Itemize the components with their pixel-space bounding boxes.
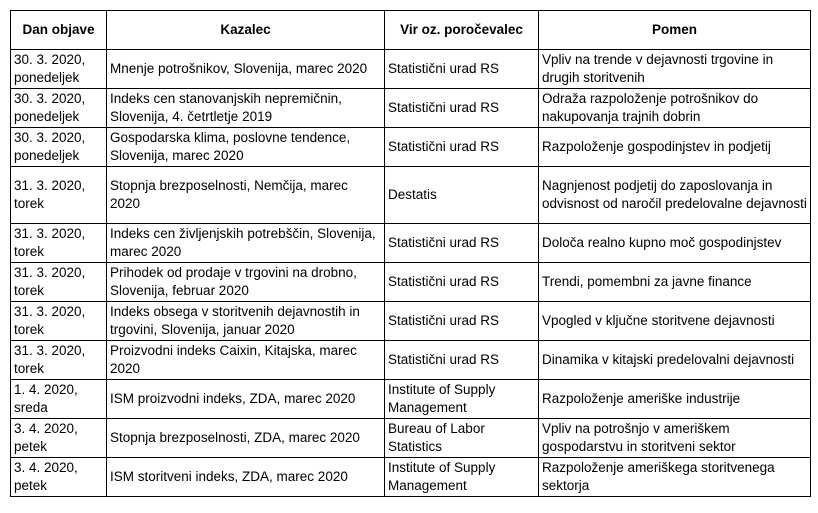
table-row xyxy=(11,50,811,89)
cell-meaning: Vpliv na trende v dejavnosti trgovine in drugih storitvenih xyxy=(539,50,811,89)
cell-source: Statistični urad RS xyxy=(385,128,539,167)
cell-meaning: Določa realno kupno moč gospodinjstev xyxy=(539,224,811,263)
cell-date: 3. 4. 2020, petek xyxy=(11,458,107,497)
cell-meaning: Razpoloženje gospodinjstev in podjetij xyxy=(539,128,811,167)
header-row xyxy=(11,11,811,50)
cell-date: 31. 3. 2020, torek xyxy=(11,224,107,263)
cell-date: 30. 3. 2020, ponedeljek xyxy=(11,128,107,167)
cell-source: Statistični urad RS xyxy=(385,89,539,128)
cell-indicator: Indeks cen stanovanjskih nepremičnin, Slovenija, 4. četrtletje 2019 xyxy=(107,89,385,128)
cell-meaning: Trendi, pomembni za javne finance xyxy=(539,263,811,302)
cell-meaning: Vpliv na potrošnjo v ameriškem gospodarstvu in storitveni sektor xyxy=(539,419,811,458)
cell-meaning: Razpoloženje ameriške industrije xyxy=(539,380,811,419)
release-calendar-table xyxy=(10,10,811,497)
table-row xyxy=(11,263,811,302)
table-row xyxy=(11,341,811,380)
cell-date: 31. 3. 2020, torek xyxy=(11,167,107,224)
table-row xyxy=(11,128,811,167)
cell-meaning: Vpogled v ključne storitvene dejavnosti xyxy=(539,302,811,341)
header-meaning: Pomen xyxy=(539,11,811,50)
cell-indicator: Indeks cen življenjskih potrebščin, Slovenija, marec 2020 xyxy=(107,224,385,263)
cell-meaning: Odraža razpoloženje potrošnikov do nakupovanja trajnih dobrin xyxy=(539,89,811,128)
cell-source: Statistični urad RS xyxy=(385,341,539,380)
header-indicator: Kazalec xyxy=(107,11,385,50)
cell-indicator: ISM proizvodni indeks, ZDA, marec 2020 xyxy=(107,380,385,419)
cell-source: Bureau of Labor Statistics xyxy=(385,419,539,458)
table-row xyxy=(11,302,811,341)
cell-indicator: Stopnja brezposelnosti, ZDA, marec 2020 xyxy=(107,419,385,458)
cell-source: Statistični urad RS xyxy=(385,50,539,89)
cell-source: Statistični urad RS xyxy=(385,263,539,302)
table-header xyxy=(11,11,811,50)
cell-indicator: Stopnja brezposelnosti, Nemčija, marec 2020 xyxy=(107,167,385,224)
cell-indicator: Proizvodni indeks Caixin, Kitajska, marec 2020 xyxy=(107,341,385,380)
cell-date: 31. 3. 2020, torek xyxy=(11,302,107,341)
table-row xyxy=(11,458,811,497)
cell-indicator: Indeks obsega v storitvenih dejavnostih in trgovini, Slovenija, januar 2020 xyxy=(107,302,385,341)
cell-date: 30. 3. 2020, ponedeljek xyxy=(11,89,107,128)
cell-source: Statistični urad RS xyxy=(385,302,539,341)
cell-source: Destatis xyxy=(385,167,539,224)
table-row xyxy=(11,419,811,458)
table-row xyxy=(11,167,811,224)
cell-date: 3. 4. 2020, petek xyxy=(11,419,107,458)
cell-date: 31. 3. 2020, torek xyxy=(11,341,107,380)
cell-date: 30. 3. 2020, ponedeljek xyxy=(11,50,107,89)
cell-indicator: Gospodarska klima, poslovne tendence, Slovenija, marec 2020 xyxy=(107,128,385,167)
cell-date: 31. 3. 2020, torek xyxy=(11,263,107,302)
cell-meaning: Razpoloženje ameriškega storitvenega sektorja xyxy=(539,458,811,497)
table-row xyxy=(11,380,811,419)
cell-meaning: Dinamika v kitajski predelovalni dejavnosti xyxy=(539,341,811,380)
cell-meaning: Nagnjenost podjetij do zaposlovanja in odvisnost od naročil predelovalne dejavnosti xyxy=(539,167,811,224)
table-row xyxy=(11,89,811,128)
cell-indicator: ISM storitveni indeks, ZDA, marec 2020 xyxy=(107,458,385,497)
header-release-date: Dan objave xyxy=(11,11,107,50)
table-body xyxy=(11,50,811,497)
header-source: Vir oz. poročevalec xyxy=(385,11,539,50)
cell-indicator: Mnenje potrošnikov, Slovenija, marec 2020 xyxy=(107,50,385,89)
cell-source: Institute of Supply Management xyxy=(385,380,539,419)
cell-indicator: Prihodek od prodaje v trgovini na drobno, Slovenija, februar 2020 xyxy=(107,263,385,302)
cell-date: 1. 4. 2020, sreda xyxy=(11,380,107,419)
cell-source: Statistični urad RS xyxy=(385,224,539,263)
cell-source: Institute of Supply Management xyxy=(385,458,539,497)
table-row xyxy=(11,224,811,263)
